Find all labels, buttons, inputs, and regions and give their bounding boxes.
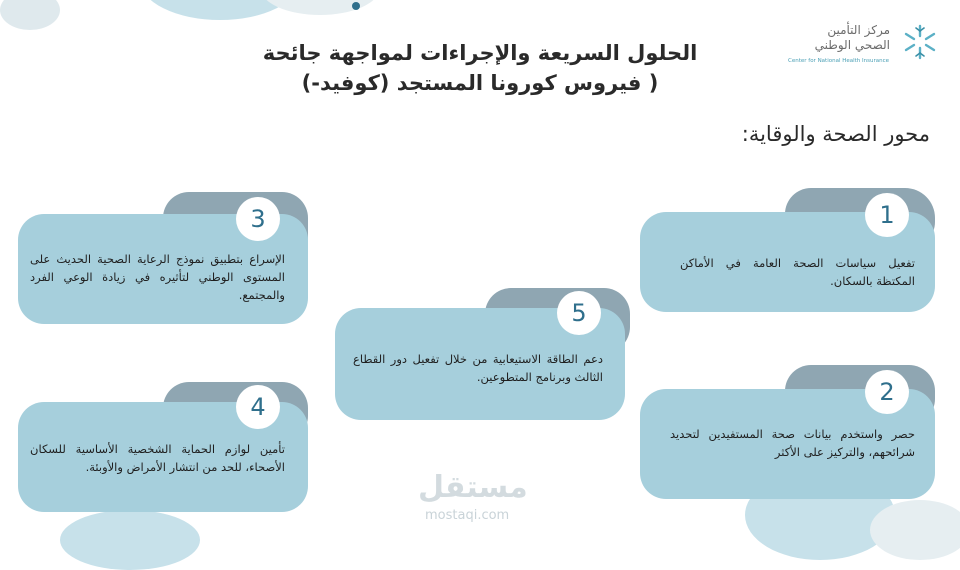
logo-arabic-line2: الصحي الوطني [814,38,890,52]
card-number: 2 [865,370,909,414]
section-label: محور الصحة والوقاية: [741,122,930,146]
card-3 [18,192,308,332]
watermark-logo: مستقل [418,470,528,505]
bg-blob-top-4 [352,2,360,10]
card-text: الإسراع بتطبيق نموذج الرعاية الصحية الحديث على المستوى الوطني لتأثيره في زيادة الوعي الفرد والمجتمع. [30,252,285,302]
card-text: دعم الطاقة الاستيعابية من خلال تفعيل دور القطاع الثالث وبرنامج المتطوعين. [353,352,603,384]
page-title [200,38,760,98]
logo-english-name: Center for National Health Insurance [788,58,890,64]
bg-blob-top-2 [260,0,380,15]
card-2 [640,365,940,505]
card-5 [335,288,630,428]
card-1 [640,188,940,328]
page-title-line2: ( فيروس كورونا المستجد (كوفيد-) [301,71,659,95]
card-number: 3 [236,197,280,241]
page-title-line1: الحلول السريعة والإجراءات لمواجهة جائحة [262,41,698,65]
card-number: 5 [557,291,601,335]
logo-arabic-name [815,23,890,53]
card-number: 4 [236,385,280,429]
card-4 [18,382,308,522]
card-number: 1 [865,193,909,237]
logo [780,20,940,68]
bg-blob-top-3 [0,0,60,30]
snowflake-logo-icon [900,22,940,62]
watermark-domain: mostaqi.com [425,508,510,523]
card-text: تفعيل سياسات الصحة العامة في الأماكن المكتظة بالسكان. [680,256,915,288]
card-text: حصر واستخدم بيانات صحة المستفيدين لتحديد شرائحهم، والتركيز على الأكثر [670,427,915,459]
logo-arabic-line1: مركز التأمين [827,23,890,37]
card-text: تأمين لوازم الحماية الشخصية الأساسية للسكان الأصحاء، للحد من انتشار الأمراض والأوبئة. [30,442,285,474]
bg-blob-bottom-3 [870,500,960,560]
